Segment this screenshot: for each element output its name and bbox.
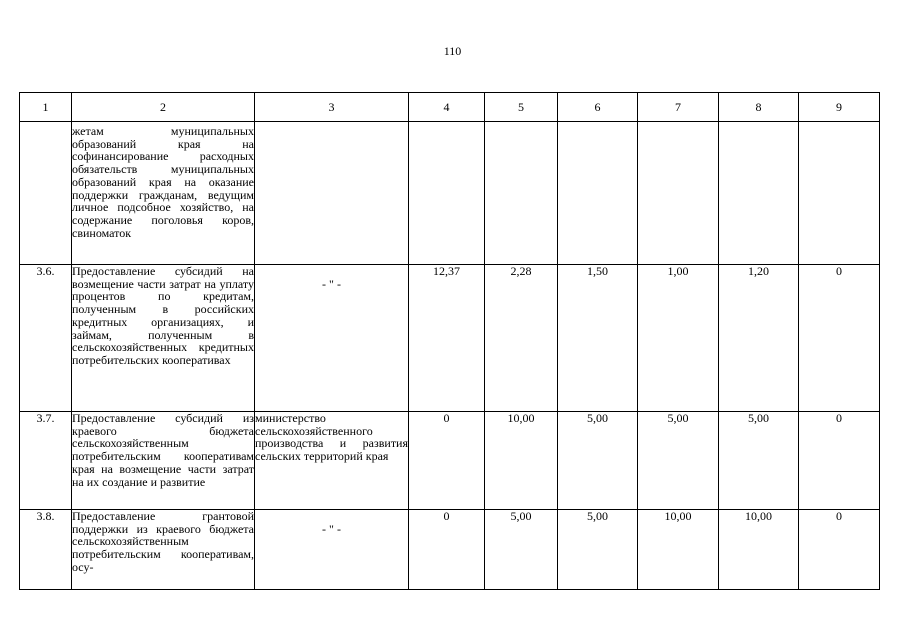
value-col-7: 10,00 [638, 510, 719, 590]
activity-name: Предоставление грантовой поддержки из краевого бюджета сельскохозяйственным потребительским кооперативам, осу- [72, 510, 255, 590]
column-header-6: 6 [558, 93, 638, 122]
responsible-party: - " - [255, 510, 409, 590]
program-activities-table [19, 92, 880, 590]
column-header-7: 7 [638, 93, 719, 122]
column-header-9: 9 [799, 93, 880, 122]
value-col-5: 2,28 [485, 265, 558, 412]
column-header-4: 4 [409, 93, 485, 122]
row-number: 3.8. [20, 510, 72, 590]
value-col-7: 5,00 [638, 412, 719, 510]
row-number: 3.6. [20, 265, 72, 412]
value-col-9 [799, 122, 880, 265]
value-col-5: 5,00 [485, 510, 558, 590]
value-col-6: 1,50 [558, 265, 638, 412]
row-number: 3.7. [20, 412, 72, 510]
value-col-4: 0 [409, 412, 485, 510]
responsible-party [255, 122, 409, 265]
value-col-9: 0 [799, 265, 880, 412]
value-col-6: 5,00 [558, 510, 638, 590]
value-col-4: 12,37 [409, 265, 485, 412]
column-header-5: 5 [485, 93, 558, 122]
value-col-8: 10,00 [719, 510, 799, 590]
value-col-5 [485, 122, 558, 265]
table-row [20, 412, 880, 510]
table-row [20, 265, 880, 412]
activity-name: Предоставление субсидий на возмещение части затрат на уплату процентов по кредитам, полученным в российских кредитных организациях, и займам, полученным в сельскохозяйственных кредитных потребительских кооперативах [72, 265, 255, 412]
value-col-5: 10,00 [485, 412, 558, 510]
table-header-row [20, 93, 880, 122]
column-header-8: 8 [719, 93, 799, 122]
value-col-8: 5,00 [719, 412, 799, 510]
value-col-4: 0 [409, 510, 485, 590]
value-col-6: 5,00 [558, 412, 638, 510]
activity-name: жетам муниципальных образований края на софинансирование расходных обязательств муниципальных образований края на оказание поддержки гражданам, ведущим личное подсобное хозяйство, на содержание поголовья коров, свиноматок [72, 122, 255, 265]
responsible-party: - " - [255, 265, 409, 412]
activity-name: Предоставление субсидий из краевого бюджета сельскохозяйственным потребительским кооперативам края на возмещение части затрат на их создание и развитие [72, 412, 255, 510]
value-col-4 [409, 122, 485, 265]
value-col-8 [719, 122, 799, 265]
table-row [20, 122, 880, 265]
column-header-1: 1 [20, 93, 72, 122]
table-row [20, 510, 880, 590]
responsible-party: министерство сельскохозяйственного производства и развития сельских территорий края [255, 412, 409, 510]
value-col-8: 1,20 [719, 265, 799, 412]
value-col-7 [638, 122, 719, 265]
value-col-6 [558, 122, 638, 265]
column-header-2: 2 [72, 93, 255, 122]
value-col-9: 0 [799, 412, 880, 510]
page-number: 110 [443, 44, 462, 58]
row-number [20, 122, 72, 265]
value-col-9: 0 [799, 510, 880, 590]
column-header-3: 3 [255, 93, 409, 122]
value-col-7: 1,00 [638, 265, 719, 412]
